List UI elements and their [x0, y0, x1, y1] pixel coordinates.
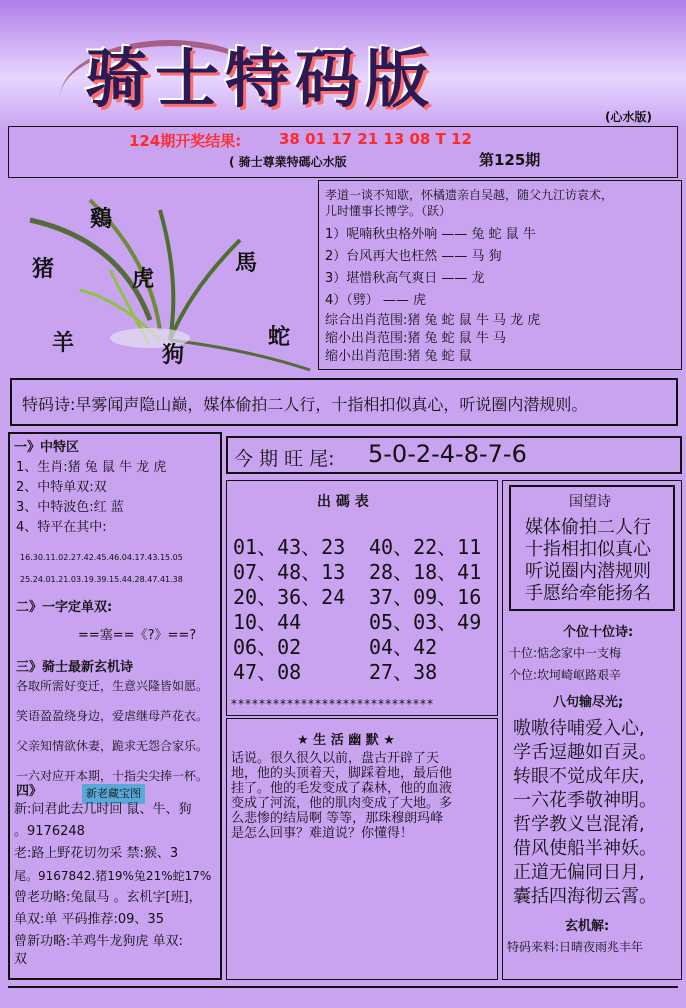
bajuyu-line: 哲学教义岂混淆, [513, 814, 645, 835]
humor-line: 是怎么回事？难道说？你懂得！ [231, 826, 414, 841]
chuma-row: 28、18、41 [369, 560, 482, 584]
section-4-title: 四》 [16, 784, 43, 799]
zodiac-rooster: 鷄 [90, 207, 113, 232]
chuma-row: 40、22、11 [369, 535, 482, 559]
result-numbers: 38 01 17 21 13 08 T 12 [279, 130, 472, 148]
result-label: 124期开奖结果: [129, 132, 242, 150]
sec4-line: 双 [14, 952, 28, 967]
bajuyu-line: 学舌逗趣如百灵。 [513, 742, 657, 763]
chuma-row: 01、43、23 [233, 535, 346, 559]
zodiac-goat: 羊 [52, 331, 75, 356]
sec4-line: 尾。9167842.猪19%兔21%蛇17% [14, 869, 212, 883]
geshi-shi: 十位:惦念家中一支梅 [509, 646, 622, 660]
tema-poem-bar [10, 378, 678, 426]
section-2-title: 二》一字定单双: [16, 600, 113, 615]
zodiac-tiger: 虎 [132, 267, 155, 292]
chuma-row: 06、02 [233, 635, 302, 659]
chuma-row: 04、42 [369, 635, 438, 659]
chuma-row: 37、09、16 [369, 585, 482, 609]
treasure-map-tag: 新老藏宝图 [82, 784, 145, 804]
guowang-line: 十指相扣似真心 [525, 539, 651, 560]
sec4-line: 新:问君此去几时回 鼠、牛、狗 [14, 802, 192, 817]
xuanji-body: 特码来料:日晴夜雨兆丰年 [507, 940, 644, 954]
bajuyu-line: 转眼不觉成年庆, [513, 766, 645, 787]
bajuyu-line: 囊括四海彻云霄。 [513, 886, 657, 907]
edition-label: (心水版) [605, 110, 652, 124]
result-panel [8, 126, 678, 178]
poem-summary: 缩小出肖范围:猪 兔 蛇 鼠 [325, 349, 472, 364]
orchid-illustration [10, 180, 315, 375]
chuma-row: 07、48、13 [233, 560, 346, 584]
tema-poem: 特码诗:早雾闻声隐山巅，媒体偷拍二人行，十指相扣似真心，听说圈内潜规则。 [22, 395, 588, 414]
tema-numbers-2: 25.24.01.21.03.19.39.15.44.28.47.41.38 [20, 575, 183, 584]
sec3-line: 父亲知情欲休妻，跪求无怨合家乐。 [16, 739, 209, 753]
chuma-panel [226, 480, 498, 716]
sec1-item: 1、生肖:猪 兔 鼠 牛 龙 虎 [16, 460, 167, 475]
humor-line: 么悲惨的结局啊 等等，那珠穆朗玛峰 [231, 811, 444, 826]
section-2-body: ==塞==《?》==? [78, 628, 197, 643]
humor-line: 挂了。他的毛发变成了森林，他的血液 [231, 781, 453, 796]
wangwei-label: 今 期 旺 尾: [234, 448, 335, 470]
bajuyu-title: 八句输尽光; [553, 695, 624, 710]
chuma-row: 10、44 [233, 610, 302, 634]
section-3-title: 三》骑士最新玄机诗 [16, 660, 134, 675]
tema-numbers-1: 16.30.11.02.27.42.45.46.04.17.43.15.05 [20, 553, 183, 562]
geshi-title: 个位十位诗: [563, 625, 634, 640]
sec3-line: 各取所需好变迁，生意兴隆皆如愿。 [16, 679, 209, 693]
subtitle: ( 骑士尊業特碼心水版 [229, 155, 347, 169]
bajuyu-line: 一六花季敬神明。 [513, 790, 657, 811]
chuma-row: 47、08 [233, 660, 302, 684]
chuma-row: 20、36、24 [233, 585, 346, 609]
poem-line: 3）堪惜秋高气爽日 —— 龙 [325, 271, 485, 286]
zodiac-poem-panel [318, 180, 682, 370]
sec3-line: 一六对应开本期，十指尖尖捧一杯。 [16, 769, 209, 783]
wangwei-bar [226, 436, 682, 474]
sec4-line: 老:路上野花切勿采 禁:猴、3 [14, 846, 179, 861]
sec4-line: 单双:单 平码推荐:09、35 [14, 912, 164, 927]
bajuyu-line: 借风使船半神妖。 [513, 838, 657, 859]
humor-line: 变成了河流，他的肌肉变成了大地。多 [231, 796, 453, 811]
chuma-title: 出 碼 表 [317, 494, 369, 510]
chuma-row: 05、03、49 [369, 610, 482, 634]
zodiac-dog: 狗 [162, 343, 185, 368]
right-column [502, 480, 682, 980]
left-column [8, 432, 222, 980]
zodiac-pig: 猪 [32, 257, 55, 282]
section-1-title: 一》中特区 [14, 440, 80, 455]
zodiac-snake: 蛇 [268, 325, 291, 350]
humor-panel [226, 718, 498, 980]
issue-number: 第125期 [479, 151, 541, 169]
zodiac-horse: 馬 [235, 251, 258, 276]
poem-intro: 孝道一谈不知歇，怀橘遗亲自吴越，随父九江访袁术， [325, 188, 614, 202]
sec1-item: 3、中特波色:红 蓝 [16, 500, 124, 515]
page-title: 骑士特码版 [85, 42, 435, 117]
sec1-item: 4、特平在其中: [16, 520, 107, 535]
bottom-rule [8, 986, 678, 988]
wangwei-value: 5-0-2-4-8-7-6 [368, 440, 527, 468]
humor-line: 地，他的头顶着天，脚踩着地，最后他 [231, 766, 453, 781]
poem-summary: 综合出肖范围:猪 兔 蛇 鼠 牛 马 龙 虎 [325, 313, 541, 328]
chuma-row: 27、38 [369, 660, 438, 684]
poem-line: 2）台风再大也枉然 —— 马 狗 [325, 249, 502, 264]
poem-line: 4）（劈） —— 虎 [325, 293, 427, 308]
guowang-title: 国望诗 [569, 494, 611, 510]
guowang-line: 媒体偷拍二人行 [525, 517, 651, 538]
bajuyu-line: 正道无偏同日月, [513, 862, 645, 883]
poem-line: 1）呢喃秋虫格外响 —— 兔 蛇 鼠 牛 [325, 227, 536, 242]
poem-intro-2: 儿时懂事长博学。（跃） [325, 204, 452, 218]
humor-line: 话说。很久很久以前，盘古开辟了天 [231, 751, 440, 766]
guowang-line: 听说圈内潜规则 [525, 561, 651, 582]
geshi-ge: 个位:坎坷崎岖路艰辛 [509, 668, 622, 682]
sec4-line: 曾新功略:羊鸡牛龙狗虎 单双: [14, 934, 183, 949]
guowang-line: 手愿给牵能扬名 [525, 583, 651, 604]
star-divider: ***************************** [231, 697, 434, 711]
sec4-line: 曾老功略:兔鼠马 。玄机字[班]， [14, 890, 202, 905]
sec4-line: 。9176248 [14, 824, 85, 839]
humor-title: ★ 生 活 幽 默 ★ [297, 733, 395, 748]
xuanji-title: 玄机解: [565, 919, 610, 934]
guowang-panel [509, 485, 675, 611]
sec3-line: 笑语盈盈绕身边，爱虐继母芦花衣。 [16, 709, 209, 723]
bajuyu-line: 嗷嗷待哺爱入心, [513, 718, 645, 739]
poem-summary: 缩小出肖范围:猪 兔 蛇 鼠 牛 马 [325, 331, 507, 346]
sec1-item: 2、中特单双:双 [16, 480, 107, 495]
